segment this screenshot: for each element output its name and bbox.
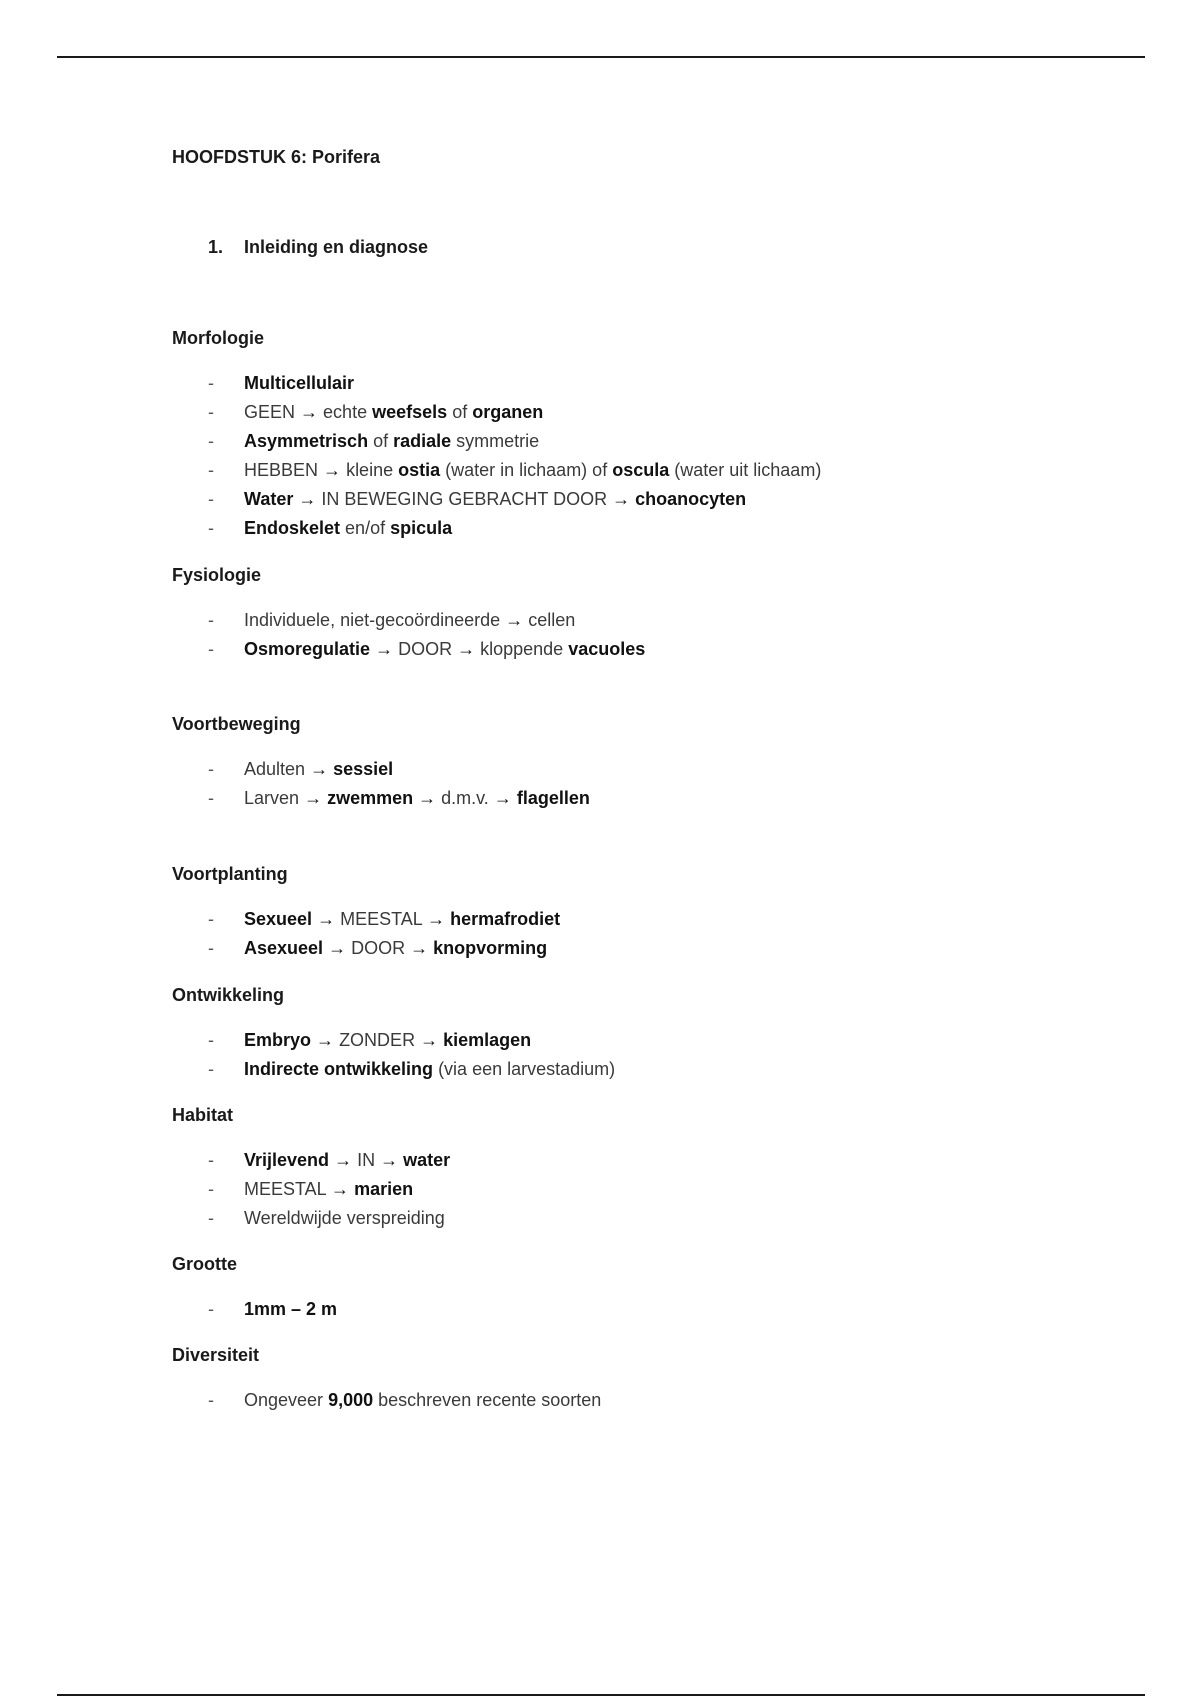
- section-diversiteit: [172, 1344, 1072, 1415]
- bullet-dash: -: [208, 402, 214, 422]
- item-text: Ongeveer: [244, 1390, 324, 1410]
- item-text: Water: [244, 489, 294, 509]
- arrow-icon: →: [328, 938, 347, 958]
- item-text: spicula: [390, 518, 453, 538]
- arrow-icon: →: [457, 639, 476, 659]
- list-item: [172, 755, 1072, 784]
- arrow-icon: →: [418, 788, 437, 808]
- subheading-voortbeweging: Voortbeweging: [172, 714, 301, 734]
- item-text: Wereldwijde verspreiding: [244, 1208, 445, 1228]
- bullet-dash: -: [208, 1299, 214, 1319]
- item-text: ZONDER: [339, 1030, 416, 1050]
- item-text: knopvorming: [433, 938, 548, 958]
- item-text: flagellen: [516, 788, 590, 808]
- section-habitat: [172, 1104, 1072, 1233]
- arrow-icon: →: [380, 1150, 399, 1170]
- item-text: 9,000: [328, 1390, 374, 1410]
- section-number: 1.: [208, 237, 224, 257]
- list-item: [172, 1295, 1072, 1324]
- grootte-list: [172, 1295, 1072, 1324]
- bullet-dash: -: [208, 1059, 214, 1079]
- list-item: [172, 514, 1072, 543]
- bullet-dash: -: [208, 759, 214, 779]
- item-text: d.m.v.: [441, 788, 489, 808]
- item-text: GEEN: [244, 402, 296, 422]
- section-heading: [208, 236, 428, 258]
- subheading-morfologie: Morfologie: [172, 328, 264, 348]
- arrow-icon: →: [316, 1030, 335, 1050]
- bullet-dash: -: [208, 460, 214, 480]
- item-text: HEBBEN: [244, 460, 319, 480]
- item-text: kloppende: [480, 639, 564, 659]
- item-text: water: [403, 1150, 451, 1170]
- item-text: MEESTAL: [340, 909, 423, 929]
- list-item: [172, 1175, 1072, 1204]
- list-item: [172, 934, 1072, 963]
- item-text: cellen: [528, 610, 576, 630]
- item-text: 1mm – 2 m: [244, 1299, 338, 1319]
- arrow-icon: →: [420, 1030, 439, 1050]
- arrow-icon: →: [304, 788, 323, 808]
- item-text: choanocyten: [635, 489, 747, 509]
- bullet-dash: -: [208, 518, 214, 538]
- item-text: (via een larvestadium): [438, 1059, 616, 1079]
- list-item: [172, 784, 1072, 813]
- list-item: [172, 1026, 1072, 1055]
- item-text: zwemmen: [327, 788, 414, 808]
- arrow-icon: →: [493, 788, 512, 808]
- arrow-icon: →: [410, 938, 429, 958]
- bullet-dash: -: [208, 431, 214, 451]
- bullet-dash: -: [208, 1179, 214, 1199]
- item-text: Osmoregulatie: [244, 639, 371, 659]
- item-text: en/of: [345, 518, 386, 538]
- list-item: [172, 456, 1072, 485]
- list-item: [172, 398, 1072, 427]
- bullet-dash: -: [208, 373, 214, 393]
- subheading-ontwikkeling: Ontwikkeling: [172, 985, 285, 1005]
- item-text: marien: [354, 1179, 414, 1199]
- item-text: Asymmetrisch: [244, 431, 369, 451]
- item-text: oscula: [612, 460, 670, 480]
- item-text: Asexueel: [244, 938, 324, 958]
- subheading-grootte: Grootte: [172, 1254, 237, 1274]
- item-text: Individuele, niet-gecoördineerde: [244, 610, 501, 630]
- voortplanting-list: [172, 905, 1072, 963]
- morfologie-list: [172, 369, 1072, 543]
- section-voortbeweging: [172, 713, 1072, 813]
- arrow-icon: →: [334, 1150, 353, 1170]
- section-ontwikkeling: [172, 984, 1072, 1084]
- bullet-dash: -: [208, 639, 214, 659]
- list-item: [172, 485, 1072, 514]
- item-text: organen: [472, 402, 544, 422]
- subheading-diversiteit: Diversiteit: [172, 1345, 260, 1365]
- item-text: DOOR: [398, 639, 453, 659]
- bullet-dash: -: [208, 1208, 214, 1228]
- list-item: [172, 1204, 1072, 1233]
- arrow-icon: →: [331, 1179, 350, 1199]
- item-text: echte: [323, 402, 368, 422]
- item-text: Sexueel: [244, 909, 313, 929]
- section-voortplanting: [172, 863, 1072, 963]
- bullet-dash: -: [208, 489, 214, 509]
- arrow-icon: →: [427, 909, 446, 929]
- ontwikkeling-list: [172, 1026, 1072, 1084]
- item-text: MEESTAL: [244, 1179, 327, 1199]
- arrow-icon: →: [505, 610, 524, 630]
- list-item: [172, 635, 1072, 664]
- item-text: IN BEWEGING GEBRACHT DOOR: [321, 489, 608, 509]
- item-text: vacuoles: [568, 639, 646, 659]
- list-item: [172, 1386, 1072, 1415]
- item-text: sessiel: [333, 759, 394, 779]
- item-text: Larven: [244, 788, 300, 808]
- fysiologie-list: [172, 606, 1072, 664]
- bullet-dash: -: [208, 909, 214, 929]
- list-item: [172, 1146, 1072, 1175]
- section-heading-text: Inleiding en diagnose: [244, 237, 429, 257]
- document-page: [172, 0, 1072, 1700]
- subheading-fysiologie: Fysiologie: [172, 565, 262, 585]
- list-item: [172, 1055, 1072, 1084]
- item-text: Adulten: [244, 759, 306, 779]
- item-text: kiemlagen: [443, 1030, 532, 1050]
- item-text: radiale: [393, 431, 452, 451]
- item-text: Endoskelet: [244, 518, 341, 538]
- item-text: of: [452, 402, 468, 422]
- item-text: (water in lichaam) of: [445, 460, 608, 480]
- subheading-habitat: Habitat: [172, 1105, 234, 1125]
- item-text: Embryo: [244, 1030, 312, 1050]
- bullet-dash: -: [208, 610, 214, 630]
- item-text: DOOR: [351, 938, 406, 958]
- item-text: hermafrodiet: [450, 909, 561, 929]
- item-text: ostia: [398, 460, 441, 480]
- item-text: symmetrie: [456, 431, 540, 451]
- section-fysiologie: [172, 564, 1072, 664]
- arrow-icon: →: [317, 909, 336, 929]
- arrow-icon: →: [310, 759, 329, 779]
- item-text: beschreven recente soorten: [378, 1390, 602, 1410]
- chapter-title: HOOFDSTUK 6: Porifera: [172, 147, 381, 167]
- voortbeweging-list: [172, 755, 1072, 813]
- item-text: Vrijlevend: [244, 1150, 330, 1170]
- arrow-icon: →: [375, 639, 394, 659]
- list-item: [172, 427, 1072, 456]
- habitat-list: [172, 1146, 1072, 1233]
- subheading-voortplanting: Voortplanting: [172, 864, 288, 884]
- bullet-dash: -: [208, 788, 214, 808]
- item-text: weefsels: [372, 402, 448, 422]
- bullet-dash: -: [208, 938, 214, 958]
- footer-rule: [57, 1694, 1145, 1696]
- diversiteit-list: [172, 1386, 1072, 1415]
- item-text: IN: [357, 1150, 376, 1170]
- section-grootte: [172, 1253, 1072, 1324]
- item-text: kleine: [346, 460, 394, 480]
- arrow-icon: →: [298, 489, 317, 509]
- item-text: of: [373, 431, 389, 451]
- bullet-dash: -: [208, 1390, 214, 1410]
- bullet-dash: -: [208, 1150, 214, 1170]
- list-item: [172, 606, 1072, 635]
- item-text: Multicellulair: [244, 373, 355, 393]
- arrow-icon: →: [612, 489, 631, 509]
- list-item: [172, 905, 1072, 934]
- list-item: [172, 369, 1072, 398]
- item-text: Indirecte ontwikkeling: [244, 1059, 434, 1079]
- arrow-icon: →: [300, 402, 319, 422]
- bullet-dash: -: [208, 1030, 214, 1050]
- section-morfologie: [172, 327, 1072, 543]
- item-text: (water uit lichaam): [674, 460, 822, 480]
- arrow-icon: →: [323, 460, 342, 480]
